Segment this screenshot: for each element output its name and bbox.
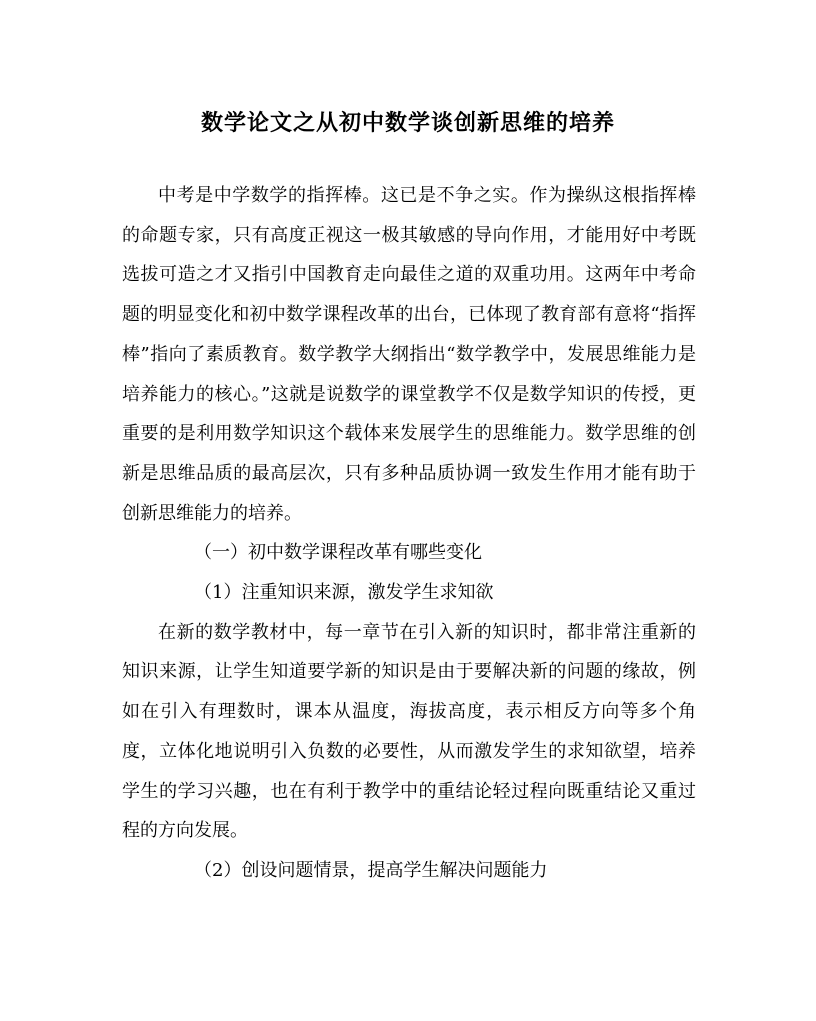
document-body (122, 176, 696, 891)
subsection-heading-2: （2）创设问题情景，提高学生解决问题能力 (194, 859, 548, 881)
document-title: 数学论文之从初中数学谈创新思维的培养 (200, 110, 615, 136)
section-heading-1: （一）初中数学课程改革有哪些变化 (194, 542, 482, 564)
intro-paragraph: 中考是中学数学的指挥棒。这已是不争之实。作为操纵这根指挥棒的命题专家，只有高度正视这一极其敏感的导向作用，才能用好中考既选拔可造之才又指引中国教育走向最佳之道的双重功用。这两年中考命题的明显变化和初中数学课程改革的出台，已体现了教育部有意将“指挥棒”指向了素质教育。数学教学大纲指出“数学教学中，发展思维能力是培养能力的核心。”这就是说数学的课堂教学不仅是数学知识的传授，更重要的是利用数学知识这个载体来发展学生的思维能力。数学思维的创新是思维品质的最高层次，只有多种品质协调一致发生作用才能有助于创新思维能力的培养。 (122, 185, 696, 524)
subsection-heading-1: （1）注重知识来源，激发学生求知欲 (194, 582, 494, 604)
subsection-paragraph-1: 在新的数学教材中，每一章节在引入新的知识时，都非常注重新的知识来源，让学生知道要学新的知识是由于要解决新的问题的缘故，例如在引入有理数时，课本从温度，海拔高度，表示相反方向等多个角度，立体化地说明引入负数的必要性，从而激发学生的求知欲望，培养学生的学习兴趣，也在有利于教学中的重结论轻过程向既重结论又重过程的方向发展。 (122, 621, 696, 842)
